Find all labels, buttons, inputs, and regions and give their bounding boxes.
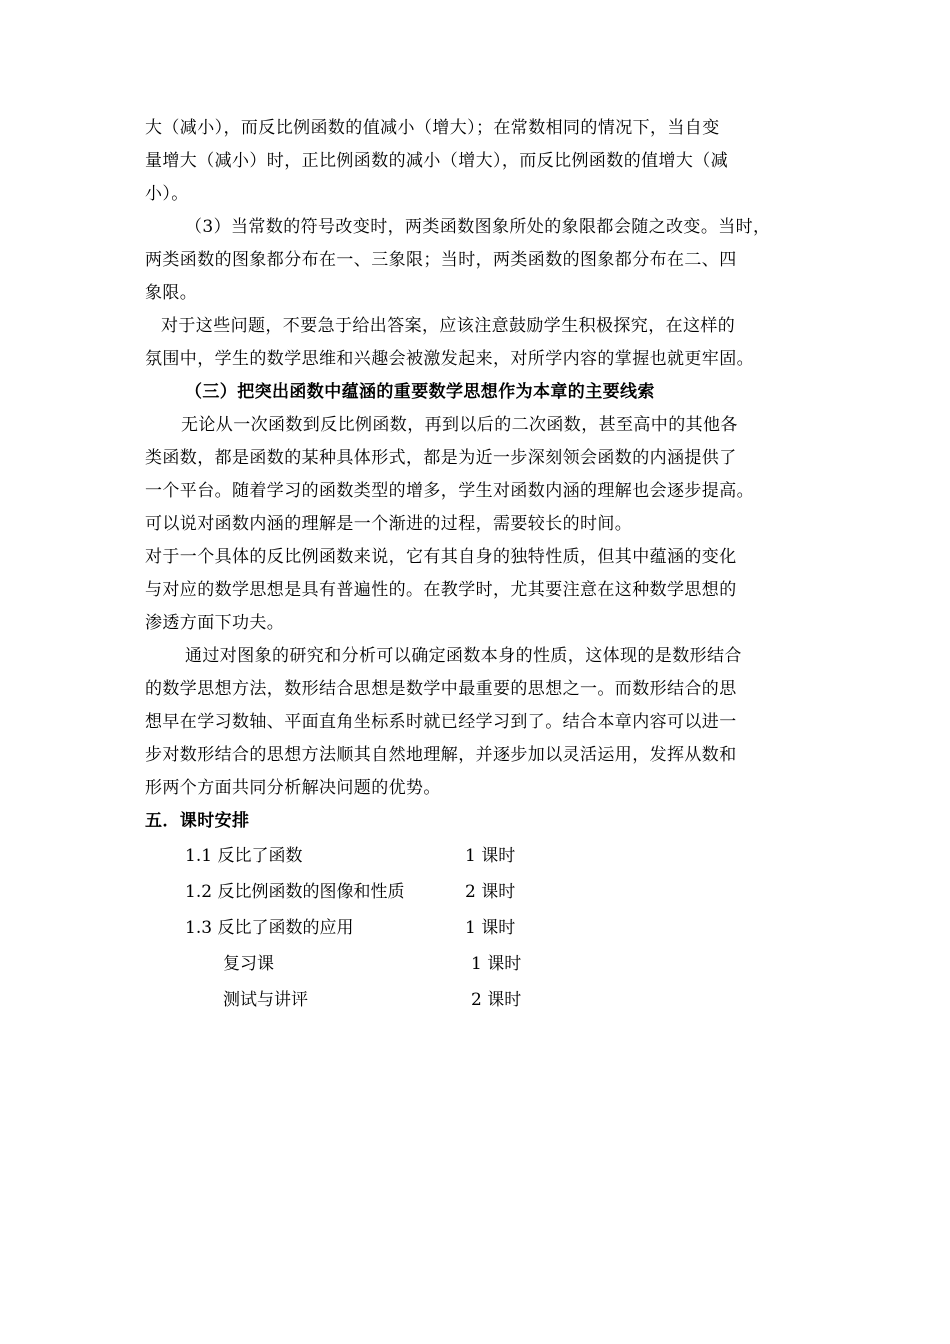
schedule-list xyxy=(145,838,815,1018)
text-line: 一个平台。随着学习的函数类型的增多，学生对函数内涵的理解也会逐步提高。 xyxy=(145,481,754,501)
text-line: 形两个方面共同分析解决问题的优势。 xyxy=(145,778,441,798)
text-line: 氛围中，学生的数学思维和兴趣会被激发起来，对所学内容的掌握也就更牢固。 xyxy=(145,349,754,369)
schedule-row xyxy=(145,838,815,874)
schedule-row xyxy=(145,982,815,1018)
schedule-item-name: 复习课 xyxy=(223,954,274,974)
text-line: 两类函数的图象都分布在一、三象限；当时，两类函数的图象都分布在二、四 xyxy=(145,250,737,270)
paragraph-monotonicity xyxy=(145,112,815,211)
text-line: 无论从一次函数到反比例函数，再到以后的二次函数，甚至高中的其他各 xyxy=(181,415,738,435)
paragraph-math-thought xyxy=(145,541,815,640)
text-line: 对于一个具体的反比例函数来说，它有其自身的独特性质，但其中蕴涵的变化 xyxy=(145,547,737,567)
text-line: 类函数，都是函数的某种具体形式，都是为近一步深刻领会函数的内涵提供了 xyxy=(145,448,737,468)
schedule-item-hours: 1 课时 xyxy=(471,954,522,974)
paragraph-exploration xyxy=(145,310,815,376)
schedule-item-name: 1.3 反比了函数的应用 xyxy=(185,918,354,938)
text-line: 大（减小），而反比例函数的值减小（增大）；在常数相同的情况下，当自变 xyxy=(145,118,720,138)
text-line: 渗透方面下功夫。 xyxy=(145,613,285,633)
text-line: 对于这些问题，不要急于给出答案，应该注意鼓励学生积极探究，在这样的 xyxy=(161,316,736,336)
schedule-item-name: 测试与讲评 xyxy=(223,990,308,1010)
schedule-item-hours: 1 课时 xyxy=(465,918,516,938)
schedule-row xyxy=(145,946,815,982)
section-heading-5: 五．课时安排 xyxy=(145,811,250,831)
text-line: 可以说对函数内涵的理解是一个渐进的过程，需要较长的时间。 xyxy=(145,514,633,534)
text-line: 步对数形结合的思想方法顺其自然地理解，并逐步加以灵活运用，发挥从数和 xyxy=(145,745,737,765)
text-line: 小）。 xyxy=(145,184,189,204)
section-heading-3: （三）把突出函数中蕴涵的重要数学思想作为本章的主要线索 xyxy=(185,382,655,402)
schedule-item-hours: 2 课时 xyxy=(471,990,522,1010)
document-page xyxy=(145,112,815,1018)
text-line: 通过对图象的研究和分析可以确定函数本身的性质，这体现的是数形结合 xyxy=(185,646,742,666)
schedule-row xyxy=(145,874,815,910)
text-line: 的数学思想方法，数形结合思想是数学中最重要的思想之一。而数形结合的思 xyxy=(145,679,737,699)
text-line: 想早在学习数轴、平面直角坐标系时就已经学习到了。结合本章内容可以进一 xyxy=(145,712,737,732)
text-line: 与对应的数学思想是具有普遍性的。在教学时，尤其要注意在这种数学思想的 xyxy=(145,580,737,600)
text-line: （3）当常数的符号改变时，两类函数图象所处的象限都会随之改变。当时， xyxy=(185,217,771,237)
text-line: 象限。 xyxy=(145,283,198,303)
paragraph-function-types xyxy=(145,409,815,541)
paragraph-number-shape xyxy=(145,640,815,805)
paragraph-quadrants xyxy=(145,211,815,310)
schedule-item-name: 1.1 反比了函数 xyxy=(185,846,303,866)
text-line: 量增大（减小）时，正比例函数的减小（增大），而反比例函数的值增大（减 xyxy=(145,151,729,171)
schedule-item-hours: 2 课时 xyxy=(465,882,516,902)
schedule-row xyxy=(145,910,815,946)
schedule-item-hours: 1 课时 xyxy=(465,846,516,866)
schedule-item-name: 1.2 反比例函数的图像和性质 xyxy=(185,882,405,902)
